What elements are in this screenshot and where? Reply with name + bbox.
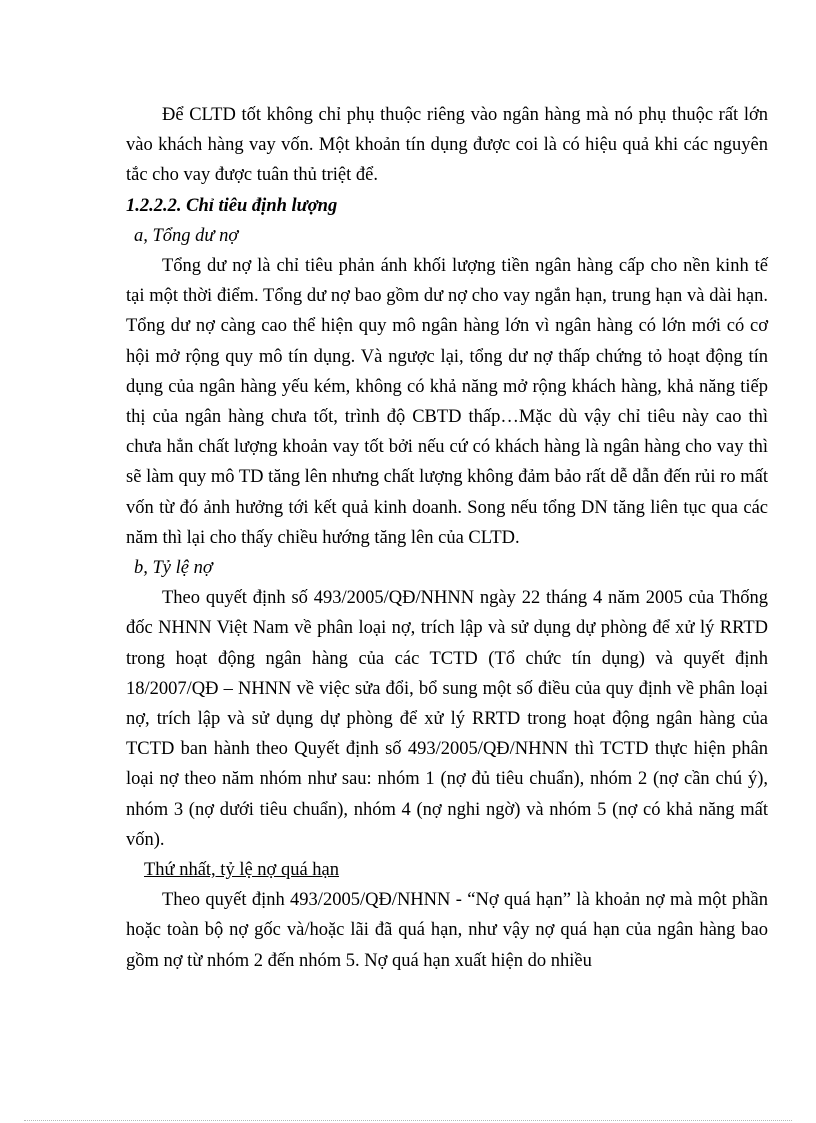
paragraph-debt-ratio: Theo quyết định số 493/2005/QĐ/NHNN ngày 22 tháng 4 năm 2005 của Thống đốc NHNN Việt Nam về phân loại nợ, trích lập và sử dụng dự phòng để xử lý RRTD trong hoạt động ngân hàng của các TCTD (Tổ chức tín dụng) và quyết định 18/2007/QĐ – NHNN về việc sửa đổi, bổ sung một số điều của quy định về phân loại nợ, trích lập và sử dụng dự phòng để xử lý RRTD trong hoạt động ngân hàng của TCTD ban hành theo Quyết định số 493/2005/QĐ/NHNN thì TCTD thực hiện phân loại nợ theo năm nhóm như sau: nhóm 1 (nợ đủ tiêu chuẩn), nhóm 2 (nợ cần chú ý), nhóm 3 (nợ dưới tiêu chuẩn), nhóm 4 (nợ nghi ngờ) và nhóm 5 (nợ có khả năng mất vốn). <box>126 588 768 850</box>
section-heading: 1.2.2.2. Chỉ tiêu định lượng <box>126 195 338 216</box>
paragraph-overdue-debt: Theo quyết định 493/2005/QĐ/NHNN - “Nợ quá hạn” là khoản nợ mà một phần hoặc toàn bộ nợ gốc và/hoặc lãi đã quá hạn, như vậy nợ quá hạn của ngân hàng bao gồm nợ từ nhóm 2 đến nhóm 5. Nợ quá hạn xuất hiện do nhiều <box>126 890 768 971</box>
page-bottom-divider <box>24 1120 792 1121</box>
subheading-total-debt: a, Tổng dư nợ <box>134 225 239 246</box>
paragraph-total-debt: Tổng dư nợ là chỉ tiêu phản ánh khối lượng tiền ngân hàng cấp cho nền kinh tế tại một thời điểm. Tổng dư nợ bao gồm dư nợ cho vay ngắn hạn, trung hạn và dài hạn. Tổng dư nợ càng cao thể hiện quy mô ngân hàng lớn vì ngân hàng có lớn mới có cơ hội mở rộng quy mô tín dụng. Và ngược lại, tổng dư nợ thấp chứng tỏ hoạt động tín dụng của ngân hàng yếu kém, không có khả năng mở rộng khách hàng, khả năng tiếp thị của ngân hàng chưa tốt, trình độ CBTD thấp…Mặc dù vậy chỉ tiêu này cao thì chưa hẳn chất lượng khoản vay tốt bởi nếu cứ có khách hàng là ngân hàng cho vay thì sẽ làm quy mô TD tăng lên nhưng chất lượng không đảm bảo rất dễ dẫn đến rủi ro mất vốn từ đó ảnh hưởng tới kết quả kinh doanh. Song nếu tổng DN tăng liên tục qua các năm thì lại cho thấy chiều hướng tăng lên của CLTD. <box>126 256 768 548</box>
underlined-heading-text: Thứ nhất, tỷ lệ nợ quá hạn <box>144 860 339 881</box>
underlined-heading-overdue <box>126 855 768 885</box>
document-page <box>126 100 768 976</box>
subheading-debt-ratio: b, Tỷ lệ nợ <box>134 558 213 579</box>
paragraph-intro: Để CLTD tốt không chỉ phụ thuộc riêng vào ngân hàng mà nó phụ thuộc rất lớn vào khách hàng vay vốn. Một khoản tín dụng được coi là có hiệu quả khi các nguyên tắc cho vay được tuân thủ triệt để. <box>126 105 768 186</box>
